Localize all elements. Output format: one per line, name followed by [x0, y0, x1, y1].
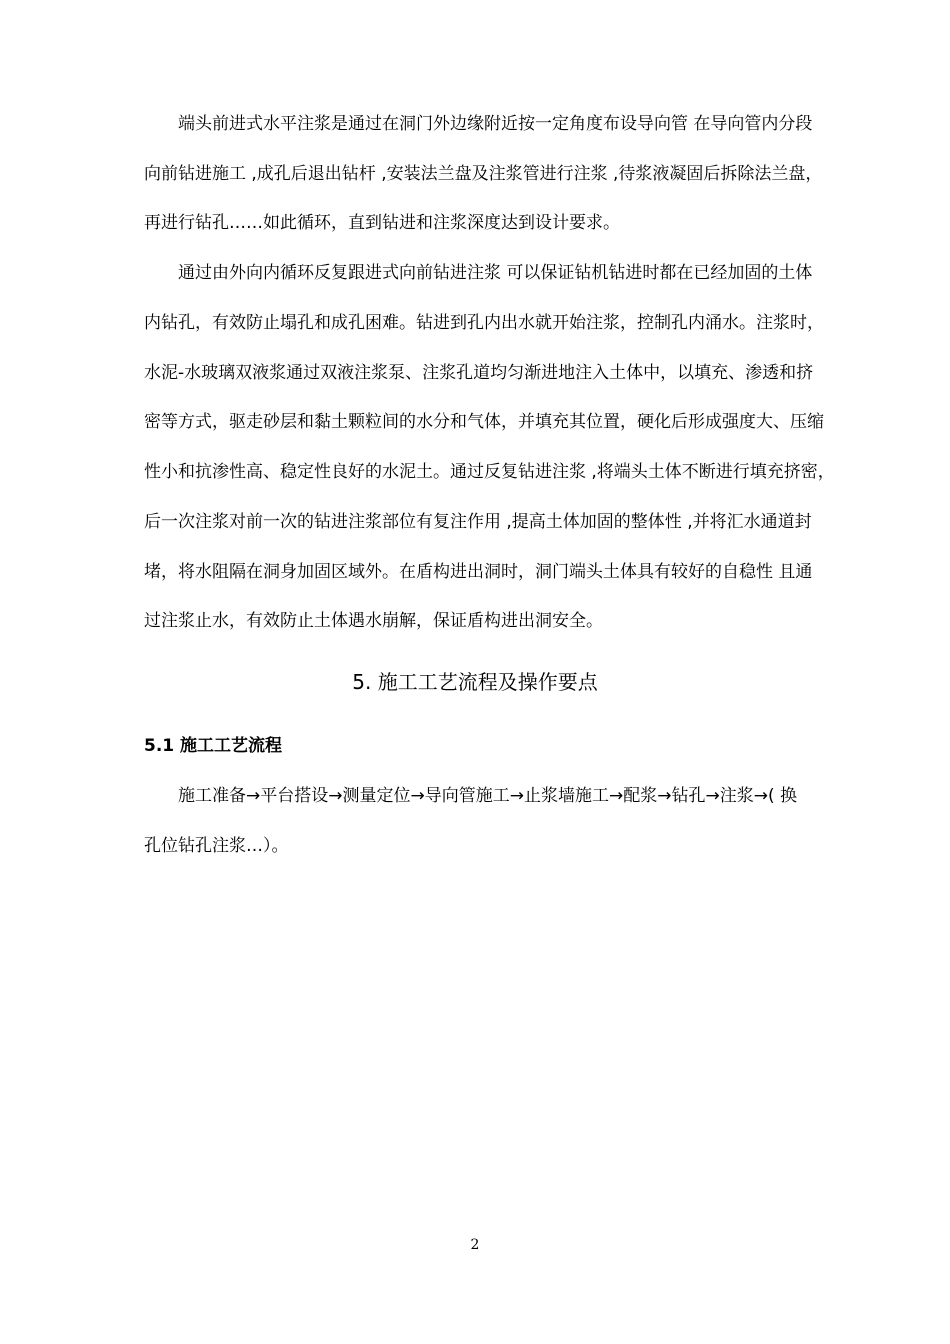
paragraph-line: 向前钻进施工 ,成孔后退出钻杆 ,安装法兰盘及注浆管进行注浆 ,待浆液凝固后拆除法兰盘， — [144, 164, 823, 184]
paragraph-line: 端头前进式水平注浆是通过在洞门外边缘附近按一定角度布设导向管 在导向管内分段 — [178, 114, 813, 134]
paragraph-line: 内钻孔，有效防止塌孔和成孔困难。钻进到孔内出水就开始注浆，控制孔内涌水。注浆时， — [144, 313, 824, 333]
paragraph-line: 密等方式，驱走砂层和黏土颗粒间的水分和气体，并填充其位置，硬化后形成强度大、压缩 — [144, 412, 824, 432]
paragraph-line: 性小和抗渗性高、稳定性良好的水泥土。通过反复钻进注浆 ,将端头土体不断进行填充挤密， — [144, 462, 835, 482]
subsection-heading: 5.1 施工工艺流程 — [144, 736, 283, 756]
section-heading: 5. 施工工艺流程及操作要点 — [352, 670, 598, 694]
paragraph-line: 后一次注浆对前一次的钻进注浆部位有复注作用 ,提高土体加固的整体性 ,并将汇水通道封 — [144, 512, 812, 532]
page-number: 2 — [470, 1237, 480, 1253]
paragraph-line: 水泥-水玻璃双液浆通过双液注浆泵、注浆孔道均匀渐进地注入土体中，以填充、渗透和挤 — [144, 363, 814, 383]
paragraph-line: 通过由外向内循环反复跟进式向前钻进注浆 可以保证钻机钻进时都在已经加固的土体 — [178, 263, 813, 283]
paragraph-line: 孔位钻孔注浆…）。 — [144, 836, 289, 856]
paragraph-line: 施工准备→平台搭设→测量定位→导向管施工→止浆墙施工→配浆→钻孔→注浆→( 换 — [178, 786, 797, 806]
paragraph-line: 再进行钻孔……如此循环，直到钻进和注浆深度达到设计要求。 — [144, 213, 620, 233]
paragraph-line: 过注浆止水，有效防止土体遇水崩解，保证盾构进出洞安全。 — [144, 611, 603, 631]
paragraph-line: 堵，将水阻隔在洞身加固区域外。在盾构进出洞时，洞门端头土体具有较好的自稳性 且通 — [144, 562, 813, 582]
